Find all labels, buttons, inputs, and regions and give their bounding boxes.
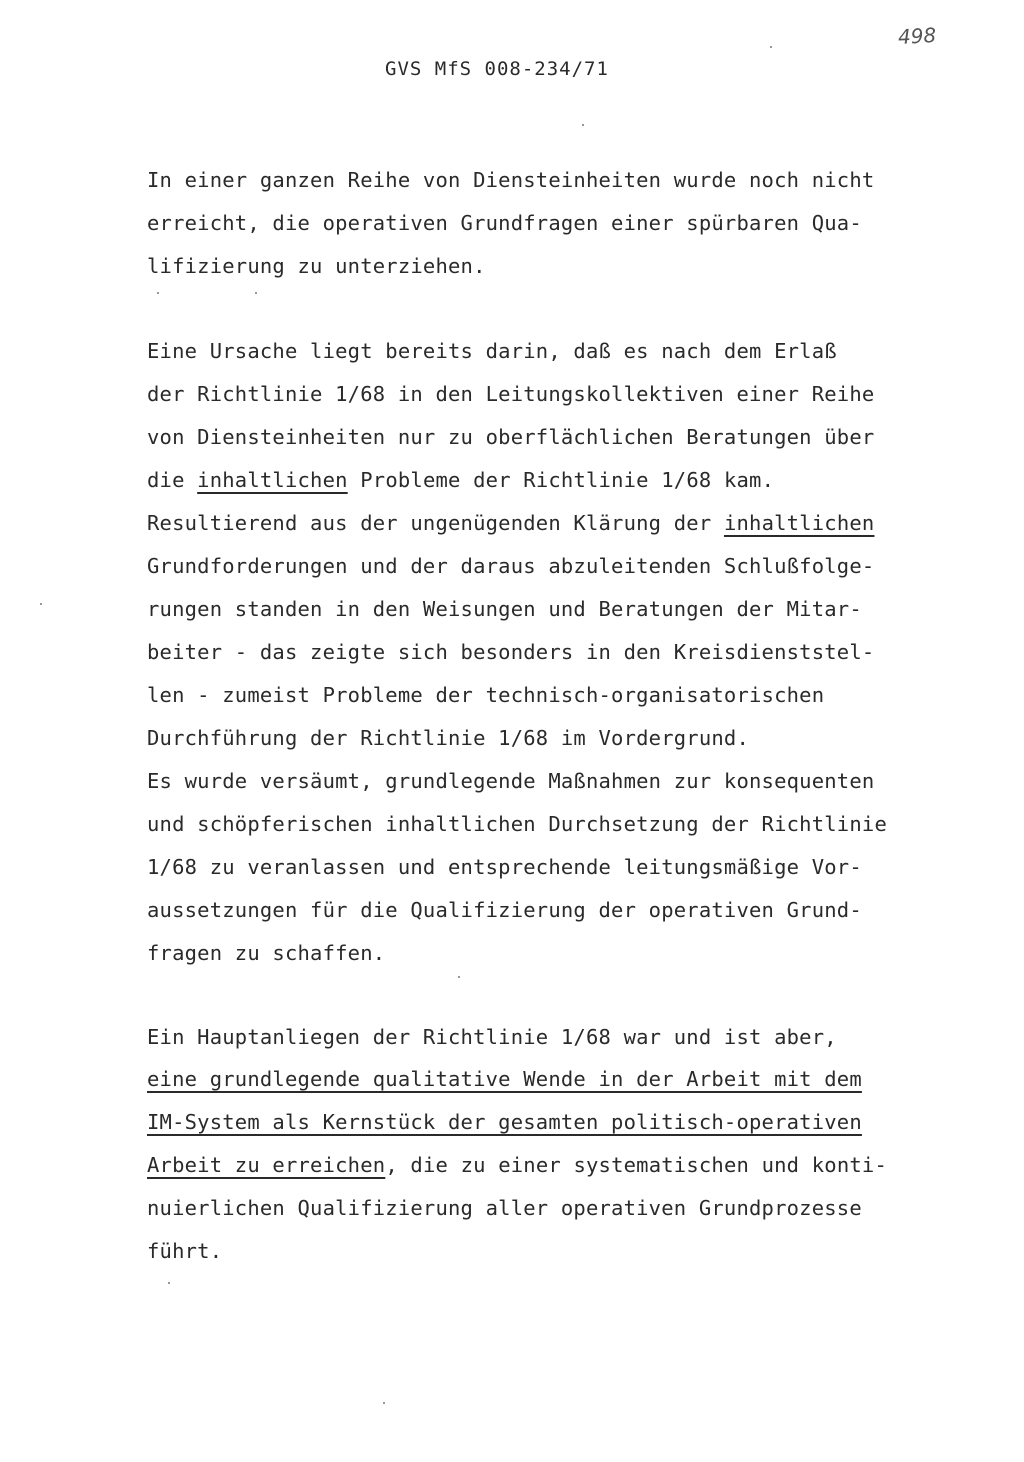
scan-speck bbox=[40, 603, 42, 605]
text-line: der Richtlinie 1/68 in den Leitungskollektiven einer Reihe bbox=[147, 382, 875, 406]
handwritten-page-number: 498 bbox=[897, 23, 937, 49]
text-line: Grundforderungen und der daraus abzuleitenden Schlußfolge- bbox=[147, 554, 875, 578]
text-line bbox=[147, 1153, 887, 1177]
underlined-text-line: IM-System als Kernstück der gesamten politisch-operativen bbox=[147, 1110, 862, 1134]
underlined-text-line: eine grundlegende qualitative Wende in der Arbeit mit dem bbox=[147, 1067, 862, 1091]
text-line: führt. bbox=[147, 1239, 223, 1263]
text-line bbox=[147, 468, 774, 492]
text-line: 1/68 zu veranlassen und entsprechende leitungsmäßige Vor- bbox=[147, 855, 862, 879]
text-segment: Resultierend aus der ungenügenden Klärung der bbox=[147, 511, 724, 535]
scan-speck bbox=[168, 1282, 170, 1284]
text-line: fragen zu schaffen. bbox=[147, 941, 386, 965]
text-line: nuierlichen Qualifizierung aller operativen Grundprozesse bbox=[147, 1196, 862, 1220]
text-segment: Probleme der Richtlinie 1/68 kam. bbox=[347, 468, 775, 492]
text-line bbox=[147, 511, 874, 535]
text-line: lifizierung zu unterziehen. bbox=[147, 254, 486, 278]
text-line: In einer ganzen Reihe von Diensteinheiten wurde noch nicht bbox=[147, 168, 875, 192]
text-line: Ein Hauptanliegen der Richtlinie 1/68 war und ist aber, bbox=[147, 1025, 837, 1049]
scan-speck bbox=[157, 292, 159, 294]
text-line: Es wurde versäumt, grundlegende Maßnahmen zur konsequenten bbox=[147, 769, 875, 793]
text-line: len - zumeist Probleme der technisch-organisatorischen bbox=[147, 683, 825, 707]
text-line: erreicht, die operativen Grundfragen einer spürbaren Qua- bbox=[147, 211, 862, 235]
text-line: und schöpferischen inhaltlichen Durchsetzung der Richtlinie bbox=[147, 812, 887, 836]
text-line: Durchführung der Richtlinie 1/68 im Vordergrund. bbox=[147, 726, 750, 750]
scan-speck bbox=[770, 46, 772, 48]
scan-speck bbox=[582, 124, 584, 126]
underlined-emphasis: Arbeit zu erreichen bbox=[147, 1153, 386, 1177]
text-segment: , die zu einer systematischen und konti- bbox=[385, 1153, 887, 1177]
document-reference-header: GVS MfS 008-234/71 bbox=[385, 58, 609, 80]
scan-speck bbox=[383, 1402, 385, 1404]
scan-speck bbox=[458, 976, 460, 978]
text-line: rungen standen in den Weisungen und Beratungen der Mitar- bbox=[147, 597, 862, 621]
scan-speck bbox=[255, 292, 257, 294]
text-line: Eine Ursache liegt bereits darin, daß es nach dem Erlaß bbox=[147, 339, 837, 363]
text-line: aussetzungen für die Qualifizierung der operativen Grund- bbox=[147, 898, 862, 922]
underlined-emphasis: inhaltlichen bbox=[197, 468, 348, 492]
text-segment: die bbox=[147, 468, 198, 492]
text-line: von Diensteinheiten nur zu oberflächlichen Beratungen über bbox=[147, 425, 875, 449]
underlined-emphasis: inhaltlichen bbox=[723, 511, 875, 535]
text-line: beiter - das zeigte sich besonders in den Kreisdienststel- bbox=[147, 640, 875, 664]
